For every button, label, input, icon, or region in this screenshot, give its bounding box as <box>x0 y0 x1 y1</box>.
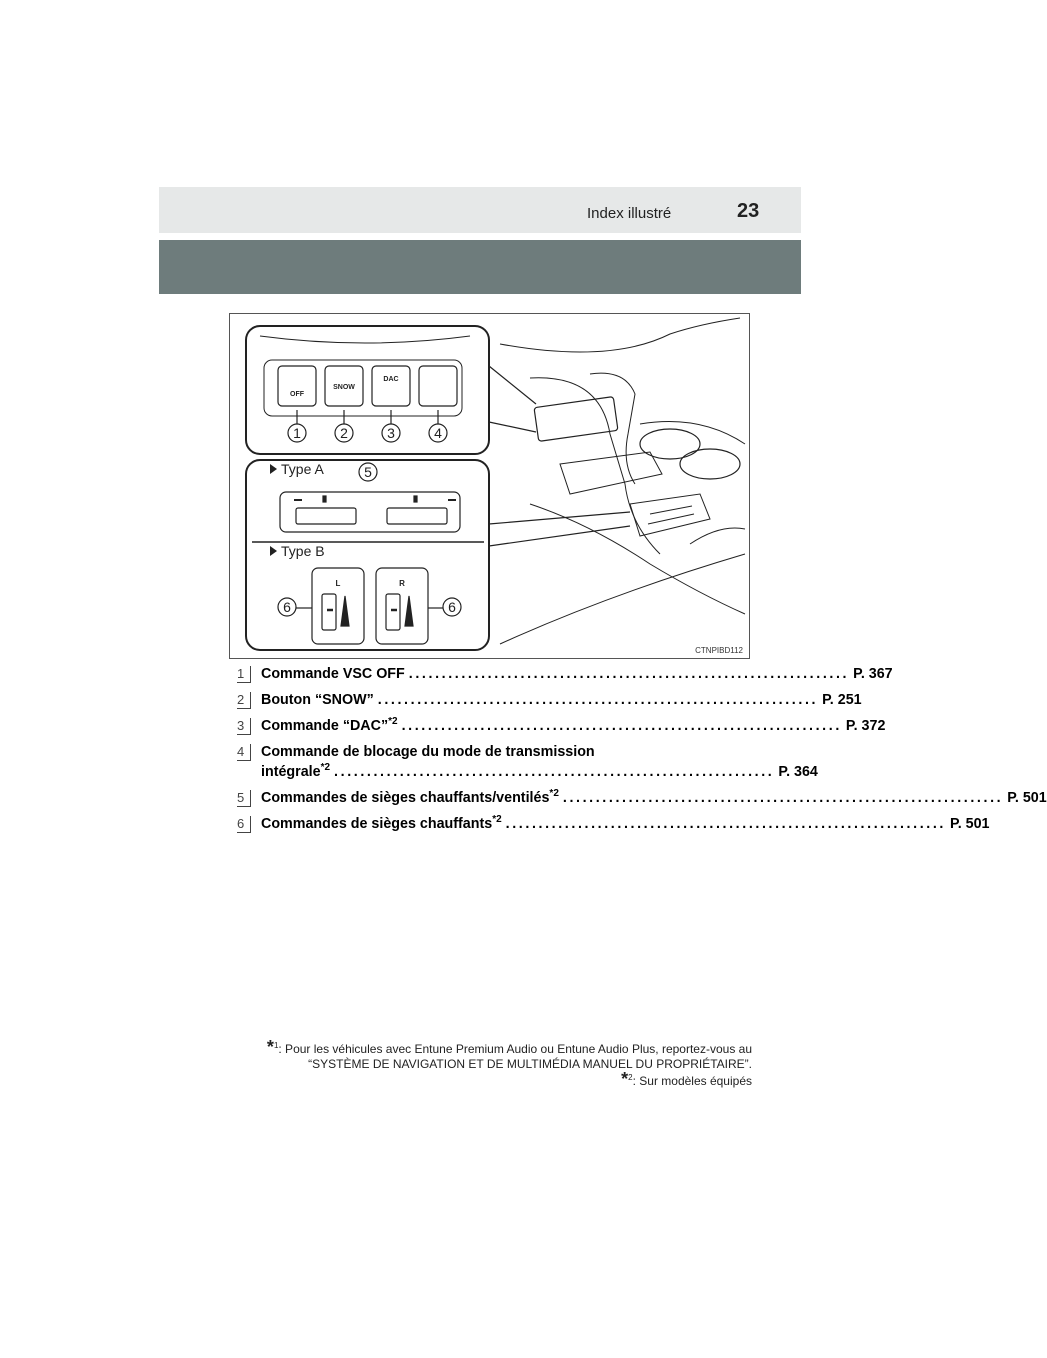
leader-dots: ................................................................... <box>505 816 946 832</box>
footnote-2 <box>200 1069 752 1089</box>
section-title: Index illustré <box>587 205 672 222</box>
page-reference[interactable]: P. 367 <box>853 666 893 682</box>
list-item <box>237 690 862 710</box>
vsc-off-label: OFF <box>290 391 304 398</box>
type-a-label: Type A <box>281 461 324 477</box>
footnote-star: * <box>266 1037 274 1057</box>
callout-2: 2 <box>340 425 348 441</box>
page-reference[interactable]: P. 501 <box>1007 790 1047 806</box>
figure-code: CTNPIBD112 <box>695 646 743 655</box>
list-item <box>237 716 886 736</box>
footnote-text: : Pour les véhicules avec Entune Premium Audio ou Entune Audio Plus, reportez-vous au <box>278 1042 752 1056</box>
footnote-text: : Sur modèles équipés <box>632 1074 752 1088</box>
item-number: 1 <box>237 666 251 683</box>
item-number: 5 <box>237 790 251 807</box>
callout-4: 4 <box>434 425 442 441</box>
dac-label: DAC <box>383 376 399 383</box>
callout-1: 1 <box>293 425 301 441</box>
footnote-marker: *2 <box>492 814 502 826</box>
item-number: 6 <box>237 816 251 833</box>
type-b-arrow-icon <box>270 546 277 556</box>
footnote-marker: *2 <box>388 716 398 728</box>
item-label: intégrale <box>261 764 321 780</box>
footnote-marker: *2 <box>320 762 331 774</box>
page-number: 23 <box>737 200 760 222</box>
callout-5: 5 <box>364 464 372 480</box>
item-label: Commande “DAC” <box>261 718 389 734</box>
item-number: 2 <box>237 692 251 709</box>
list-item <box>237 664 893 684</box>
leader-dots: ................................................................... <box>408 666 850 682</box>
seat-letter-left: L <box>335 579 341 588</box>
footnote-number: 2 <box>628 1073 633 1082</box>
item-number: 4 <box>237 744 251 761</box>
item-list <box>237 664 1047 840</box>
callout-6-left: 6 <box>283 599 291 615</box>
item-label: Commande VSC OFF <box>261 666 405 682</box>
item-number: 3 <box>237 718 251 735</box>
callout-6-right: 6 <box>448 599 456 615</box>
console-illustration <box>230 314 749 658</box>
leader-dots: ................................................................... <box>377 692 819 708</box>
footnotes <box>200 1037 752 1089</box>
footnote-1-line2: “SYSTÈME DE NAVIGATION ET DE MULTIMÉDIA MANUEL DU PROPRIÉTAIRE”. <box>308 1057 752 1071</box>
page-reference[interactable]: P. 251 <box>822 692 862 708</box>
footnote-star: * <box>621 1069 629 1089</box>
callout-3: 3 <box>387 425 395 441</box>
footnote-number: 1 <box>273 1041 279 1050</box>
chapter-band <box>159 240 801 294</box>
item-label: Commandes de sièges chauffants/ventilés <box>261 790 550 806</box>
illustration-figure <box>229 313 750 659</box>
item-label: Bouton “SNOW” <box>261 692 374 708</box>
footnote-marker: *2 <box>549 788 559 800</box>
type-b-label: Type B <box>281 543 325 559</box>
leader-dots: ................................................................... <box>401 718 842 734</box>
type-a-arrow-icon <box>270 464 277 474</box>
seat-letter-right: R <box>399 579 405 588</box>
header-bar <box>159 187 801 233</box>
leader-dots: ................................................................... <box>562 790 1004 806</box>
footnote-1 <box>200 1037 752 1057</box>
snow-label: SNOW <box>333 384 355 391</box>
page-reference[interactable]: P. 501 <box>950 816 990 832</box>
page-reference[interactable]: P. 364 <box>778 764 818 780</box>
list-item <box>237 814 990 834</box>
item-label-line1: Commande de blocage du mode de transmission <box>261 744 595 760</box>
list-item <box>237 788 1047 808</box>
item-label: Commandes de sièges chauffants <box>261 816 493 832</box>
leader-dots: ................................................................... <box>334 764 775 780</box>
page-reference[interactable]: P. 372 <box>845 718 886 734</box>
list-item <box>237 742 818 782</box>
